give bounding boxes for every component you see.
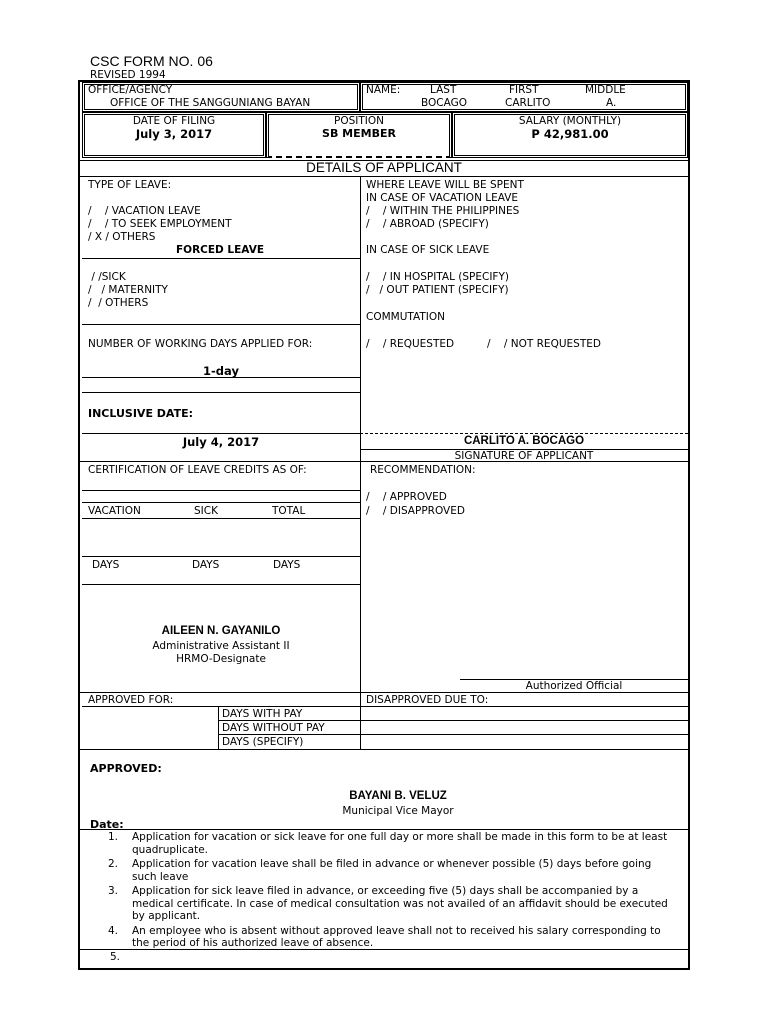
divider — [80, 461, 688, 462]
note-item: 1. Application for vacation or sick leave for one full day or more shall be made in this form to be at least quadruplicate. — [108, 831, 668, 856]
approved-for-label: APPROVED FOR: — [88, 694, 174, 706]
approved-option: / / APPROVED — [366, 491, 447, 503]
maternity-option: / / MATERNITY — [88, 284, 168, 296]
last-name-value: BOCAGO — [421, 97, 468, 109]
note-item: 4. An employee who is absent without approved leave shall not to received his salary corresponding to the period of his authorized leave of absence. — [108, 924, 661, 949]
inclusive-date-value: July 4, 2017 — [182, 435, 260, 449]
abroad-option: / / ABROAD (SPECIFY) — [366, 218, 489, 230]
authorized-official-caption: Authorized Official — [525, 680, 623, 692]
recommendation-label: RECOMMENDATION: — [370, 464, 476, 476]
divider — [82, 377, 360, 378]
divider — [82, 584, 360, 585]
note-item: 3. Application for sick leave filed in advance, or exceeding five (5) days shall be accompanied by a medical certificate. In case of medical consultation was not availed of an affidavit should be executed by applicant. — [108, 885, 668, 922]
vacation-days-label: DAYS — [92, 559, 120, 571]
first-name-value: CARLITO — [505, 97, 551, 109]
others-option-2: / / OTHERS — [88, 297, 149, 309]
divider — [80, 176, 688, 177]
divider — [82, 518, 360, 519]
commutation-label: COMMUTATION — [366, 311, 445, 323]
approver-title: Municipal Vice Mayor — [342, 805, 454, 817]
divider — [80, 829, 688, 830]
out-patient-option: / / OUT PATIENT (SPECIFY) — [366, 284, 509, 296]
position-value: SB MEMBER — [322, 127, 396, 140]
others-option: / X / OTHERS — [88, 231, 156, 243]
date-label: Date: — [90, 818, 124, 831]
hrmo-title: Administrative Assistant II — [152, 640, 290, 652]
note-item: 2. Application for vacation leave shall be filed in advance or whenever possible (5) days before going such leave — [108, 858, 652, 883]
divider — [80, 749, 688, 750]
middle-name-label: MIDDLE — [585, 84, 626, 96]
first-name-label: FIRST — [509, 84, 539, 96]
days-with-pay-label: DAYS WITH PAY — [222, 708, 303, 720]
divider — [82, 706, 688, 707]
sick-case-label: IN CASE OF SICK LEAVE — [366, 244, 490, 256]
salary-label: SALARY (MONTHLY) — [518, 115, 622, 127]
divider — [82, 392, 360, 393]
working-days-value: 1-day — [203, 364, 239, 378]
within-philippines-option: / / WITHIN THE PHILIPPINES — [366, 205, 520, 217]
details-title: DETAILS OF APPLICANT — [306, 160, 462, 175]
applicant-name: CARLITO A. BOCAGO — [463, 435, 585, 447]
divider — [82, 502, 360, 503]
working-days-label: NUMBER OF WORKING DAYS APPLIED FOR: — [88, 338, 313, 350]
divider — [82, 556, 360, 557]
name-label: NAME: — [366, 84, 401, 96]
disapproved-due-label: DISAPPROVED DUE TO: — [366, 694, 489, 706]
notes-list — [108, 831, 678, 952]
divider — [82, 324, 360, 325]
date-filing-value: July 3, 2017 — [135, 127, 213, 141]
certification-label: CERTIFICATION OF LEAVE CREDITS AS OF: — [88, 464, 307, 476]
revised-label: REVISED 1994 — [90, 69, 166, 81]
office-value: OFFICE OF THE SANGGUNIANG BAYAN — [110, 97, 311, 109]
disapproved-option: / / DISAPPROVED — [366, 505, 465, 517]
date-filing-label: DATE OF FILING — [132, 115, 216, 127]
hrmo-name: AILEEN N. GAYANILO — [161, 625, 281, 637]
forced-leave-value: FORCED LEAVE — [176, 244, 265, 256]
divider — [218, 720, 688, 721]
vacation-leave-option: / / VACATION LEAVE — [88, 205, 201, 217]
final-approved-label: APPROVED: — [90, 762, 162, 775]
seek-employment-option: / / TO SEEK EMPLOYMENT — [88, 218, 232, 230]
column-divider — [360, 176, 361, 750]
type-of-leave-label: TYPE OF LEAVE: — [88, 179, 172, 191]
middle-name-value: A. — [606, 97, 617, 109]
salary-value: P 42,981.00 — [531, 127, 609, 141]
total-credits-label: TOTAL — [272, 505, 306, 517]
days-without-pay-label: DAYS WITHOUT PAY — [222, 722, 325, 734]
divider — [82, 433, 360, 434]
form-number: CSC FORM NO. 06 — [90, 53, 213, 69]
vacation-case-label: IN CASE OF VACATION LEAVE — [366, 192, 519, 204]
applicant-signature-caption: SIGNATURE OF APPLICANT — [454, 450, 594, 462]
note-item-5: 5. — [110, 951, 121, 963]
sick-option: / /SICK — [88, 271, 126, 283]
not-requested-option: / / NOT REQUESTED — [487, 338, 601, 350]
divider — [82, 258, 360, 259]
divider — [80, 692, 688, 693]
total-days-label: DAYS — [273, 559, 301, 571]
days-specify-label: DAYS (SPECIFY) — [222, 736, 304, 748]
divider — [82, 490, 360, 491]
requested-option: / / REQUESTED — [366, 338, 455, 350]
position-label: POSITION — [334, 115, 384, 127]
office-label: OFFICE/AGENCY — [88, 84, 173, 96]
vacation-credits-label: VACATION — [88, 505, 141, 517]
last-name-label: LAST — [430, 84, 457, 96]
sick-credits-label: SICK — [194, 505, 218, 517]
approver-name: BAYANI B. VELUZ — [349, 790, 447, 802]
divider — [80, 949, 688, 950]
sick-days-label: DAYS — [192, 559, 220, 571]
in-hospital-option: / / IN HOSPITAL (SPECIFY) — [366, 271, 509, 283]
divider — [218, 734, 688, 735]
divider — [360, 433, 688, 434]
inclusive-date-label: INCLUSIVE DATE: — [88, 407, 193, 420]
hrmo-designation: HRMO-Designate — [176, 653, 266, 665]
column-divider — [218, 706, 219, 750]
where-label: WHERE LEAVE WILL BE SPENT — [366, 179, 524, 191]
